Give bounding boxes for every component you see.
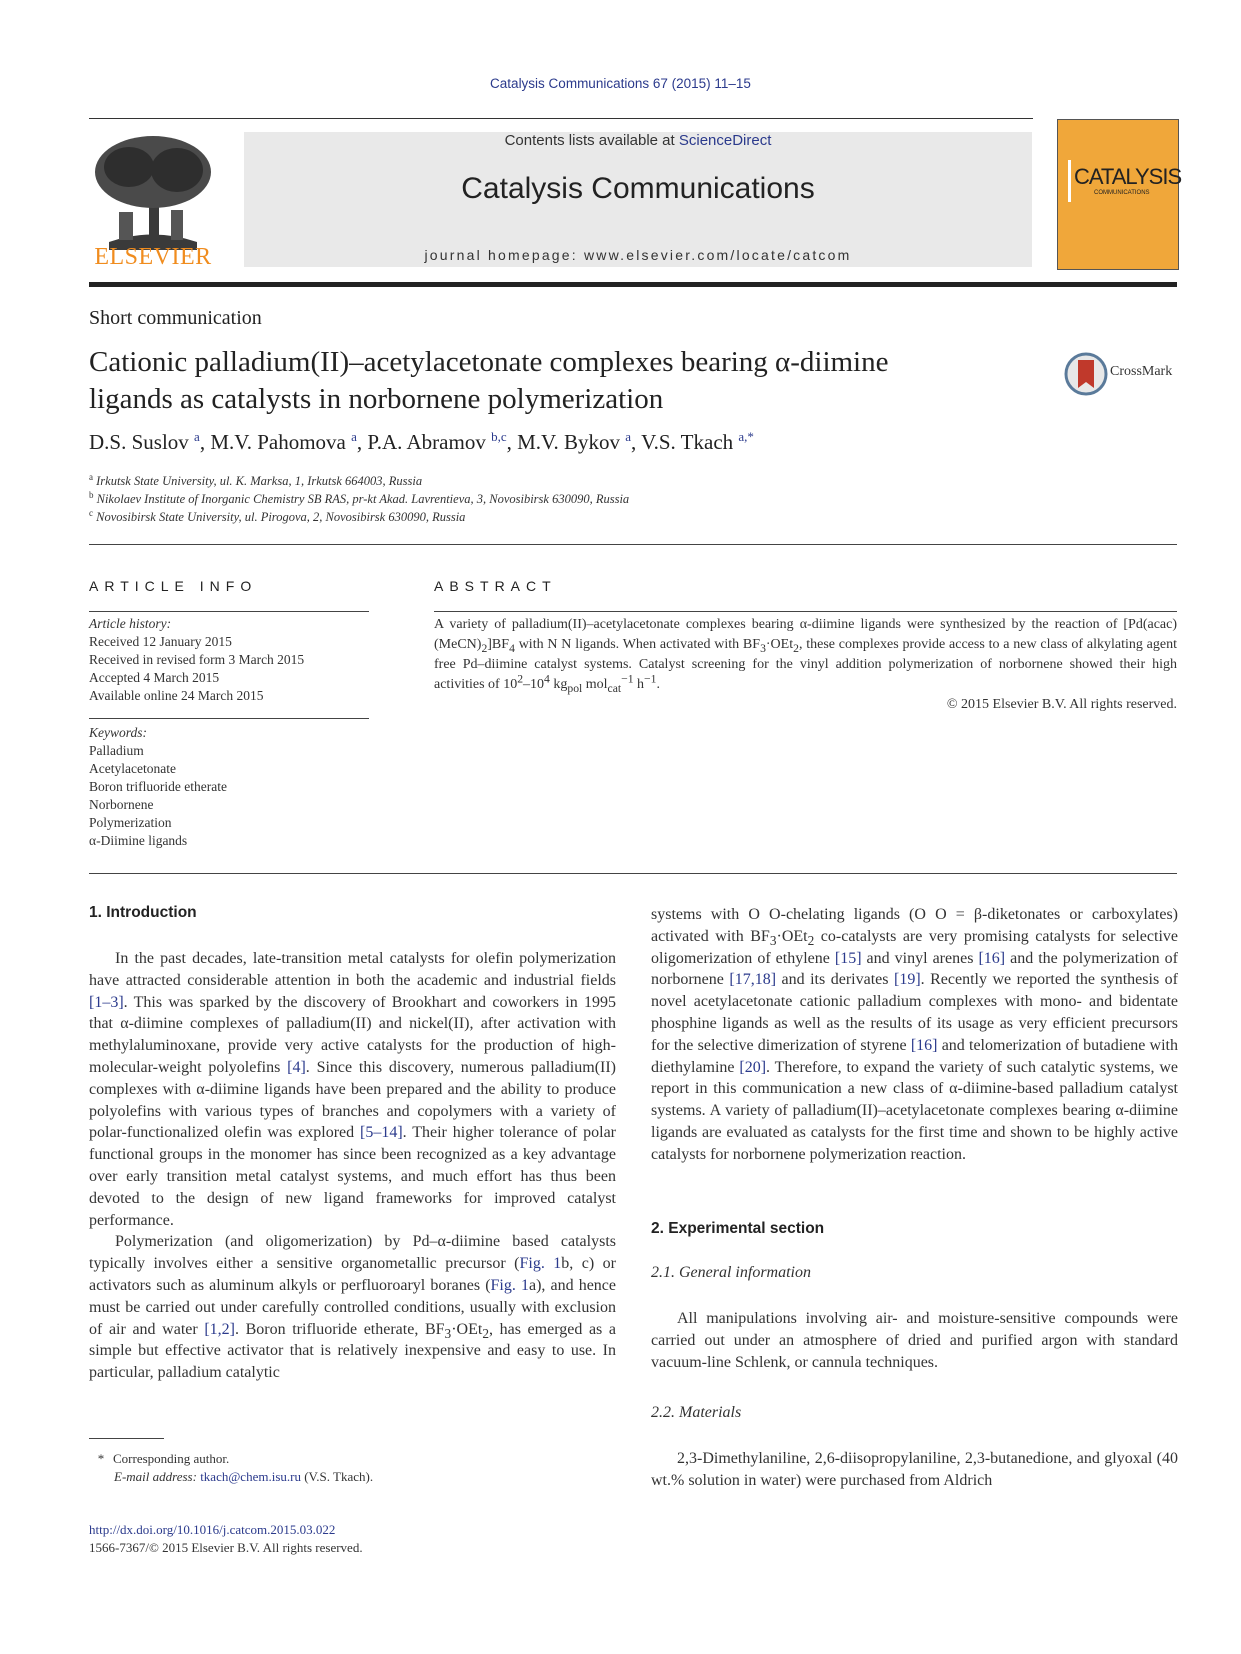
abstract-heading: ABSTRACT — [434, 578, 557, 594]
paragraph: In the past decades, late-transition metal catalysts for olefin polymerization have attracted considerable attention in both the academic and industrial fields [1–3]. This was sparked by the discovery of Brookhart and coworkers in 1995 that α-diimine complexes of palladium(II) and nickel(II), after activation with methylaluminoxane, provide very active catalysts for the production of high-molecular-weight polyolefins [4]. Since this discovery, numerous palladium(II) complexes with α-diimine ligands have been prepared and the ability to produce polyolefins with various types of branches and copolymers with a variety of polar-functionalized olefin was explored [5–14]. Their higher tolerance of polar functional groups in the monomer has since been recognized as a key advantage over early transition metal catalyst systems, and much effort has thus been devoted to the design of new ligand frameworks for improved catalyst performance. — [89, 950, 617, 1229]
author[interactable]: M.V. Pahomova $^a$ — [210, 429, 357, 454]
keyword: Boron trifluoride etherate — [89, 779, 227, 794]
keyword: Palladium — [89, 743, 144, 758]
issn-copyright: 1566-7367/© 2015 Elsevier B.V. All rights reserved. — [89, 1540, 363, 1555]
email-link[interactable]: tkach@chem.isu.ru — [200, 1469, 301, 1484]
paragraph: systems with O O-chelating ligands (O O = β-diketonates or carboxylates) activated with $BF_3\cdot OEt_2$ co-catalysts are very promising catalysts for selective oligomerization of ethylene [15] and vinyl arenes [16] and the polymerization of norbornene [17,18] and its derivates [19]. Recently we reported the synthesis of novel acetylacetonate cationic palladium complexes with mono- and bidentate phosphine ligands as well as the results of its usage as very efficient precursors for the selective dimerization of styrene [16] and telomerization of butadiene with diethylamine [20]. Therefore, to expand the variety of such catalytic systems, we report in this communication a new class of α-diimine-based palladium catalyst systems. A variety of palladium(II)–acetylacetonate complexes bearing α-diimine ligands are evaluated as catalysts for the first time and shown to be highly active catalysts for norbornene polymerization reaction. — [651, 906, 1179, 1163]
crossmark-label: CrossMark — [1110, 364, 1173, 379]
intro-left-column — [89, 948, 616, 1384]
footnote-rule — [89, 1438, 164, 1439]
crossmark-icon — [1064, 352, 1108, 396]
affiliation: $^a$ Irkutsk State University, ul. K. Marksa, 1, Irkutsk 664003, Russia — [89, 471, 423, 488]
abstract-text: A variety of palladium(II)–acetylacetonate complexes bearing α-diimine ligands were synthesized by the reaction of $[Pd(acac)(MeCN)_2]BF_4$ with N N ligands. When activated with $BF_3\cdot OEt_2$, these complexes provide access to a new class of alkylating agent free Pd–diimine catalyst systems. Catalyst screening for the vinyl addition polymerization of norbornene showed their high activities of $10^2-10^4$ $kg_{pol}$ mol$_{cat}^{-1}$ $h^{-1}$. — [434, 617, 1177, 695]
author-list: D.S. Suslov $^a$, M.V. Pahomova $^a$, P.A. Abramov $^{b,c}$, M.V. Bykov $^a$, V.S. Tkach $^{a,*}$ — [89, 429, 754, 454]
affiliation: $^b$ Nikolaev Institute of Inorganic Chemistry SB RAS, pr-kt Akad. Lavrentieva, 3, Novosibirsk 630090, Russia — [89, 489, 630, 506]
paragraph: 2,3-Dimethylaniline, 2,6-diisopropylaniline, 2,3-butanedione, and glyoxal (40 wt.% solution in water) were purchased from Aldrich — [651, 1450, 1178, 1489]
author[interactable]: P.A. Abramov $^{b,c}$ — [367, 429, 507, 454]
subsection-heading: 2.2. Materials — [651, 1404, 742, 1421]
contents-line: Contents lists available at ScienceDirect — [504, 132, 772, 149]
intro-right-column — [651, 904, 1178, 1166]
elsevier-logo — [89, 132, 217, 272]
cover-title: CATALYSIS — [1074, 164, 1182, 189]
divider — [89, 873, 1177, 874]
journal-banner — [244, 132, 1032, 267]
keyword: Polymerization — [89, 815, 172, 830]
keyword: Acetylacetonate — [89, 761, 176, 776]
header-thick-rule — [89, 282, 1177, 287]
journal-homepage[interactable]: journal homepage: www.elsevier.com/locate/catcom — [424, 247, 852, 263]
author[interactable]: D.S. Suslov $^a$ — [89, 429, 200, 454]
journal-title: Catalysis Communications — [461, 172, 815, 205]
paragraph: Polymerization (and oligomerization) by Pd–α-diimine based catalysts typically involves either a sensitive organometallic precursor (Fig. 1b, c) or activators such as aluminum alkyls or perfluoroaryl boranes (Fig. 1a), and hence must be carried out under carefully controlled conditions, usually with exclusion of air and water [1,2]. Boron trifluoride etherate, $BF_3\cdot OEt_2$, has emerged as a simple but effective activator that is relatively inexpensive and easy to use. In particular, palladium catalytic — [89, 1233, 617, 1382]
header-rule — [89, 118, 1033, 119]
keyword: α-Diimine ligands — [89, 833, 188, 848]
sciencedirect-link[interactable]: ScienceDirect — [678, 132, 772, 149]
article-history: Article history: Received 12 January 2015 Received in revised form 3 March 2015 Accepted 4 March 2015 Available online 24 March 2015 — [89, 616, 305, 703]
author[interactable]: M.V. Bykov $^a$ — [517, 429, 632, 454]
corresponding-author-note: * Corresponding author. — [97, 1451, 230, 1466]
subsection-heading: 2.1. General information — [651, 1264, 811, 1281]
author[interactable]: V.S. Tkach $^{a,*}$ — [641, 429, 754, 454]
divider — [89, 544, 1177, 545]
journal-cover — [1057, 119, 1182, 270]
keyword: Norbornene — [89, 797, 154, 812]
section-heading: 1. Introduction — [89, 904, 197, 921]
article-info-heading: ARTICLE INFO — [89, 578, 258, 594]
crossmark-button[interactable] — [1064, 352, 1179, 396]
paragraph: All manipulations involving air- and moisture-sensitive compounds were carried out under an atmosphere of dried and purified argon with standard vacuum-line Schlenk, or cannula techniques. — [651, 1310, 1178, 1371]
section-heading: 2. Experimental section — [651, 1220, 825, 1237]
article-type: Short communication — [89, 307, 262, 329]
affiliation: $^c$ Novosibirsk State University, ul. Pirogova, 2, Novosibirsk 630090, Russia — [89, 507, 466, 524]
abstract-copyright: © 2015 Elsevier B.V. All rights reserved. — [946, 697, 1177, 712]
email-note: E-mail address: tkach@chem.isu.ru (V.S. Tkach). — [114, 1469, 374, 1484]
publisher-name: ELSEVIER — [94, 244, 212, 270]
journal-citation[interactable]: Catalysis Communications 67 (2015) 11–15 — [490, 76, 751, 91]
doi-link[interactable]: http://dx.doi.org/10.1016/j.catcom.2015.03.022 — [89, 1522, 336, 1537]
article-title: Cationic palladium(II)–acetylacetonate complexes bearing α-diimine ligands as catalysts in norbornene polymerization — [89, 346, 889, 415]
keywords: Keywords: Palladium Acetylacetonate Boron trifluoride etherate Norbornene Polymerization α-Diimine ligands — [89, 724, 369, 850]
cover-subtitle: COMMUNICATIONS — [1094, 190, 1150, 196]
